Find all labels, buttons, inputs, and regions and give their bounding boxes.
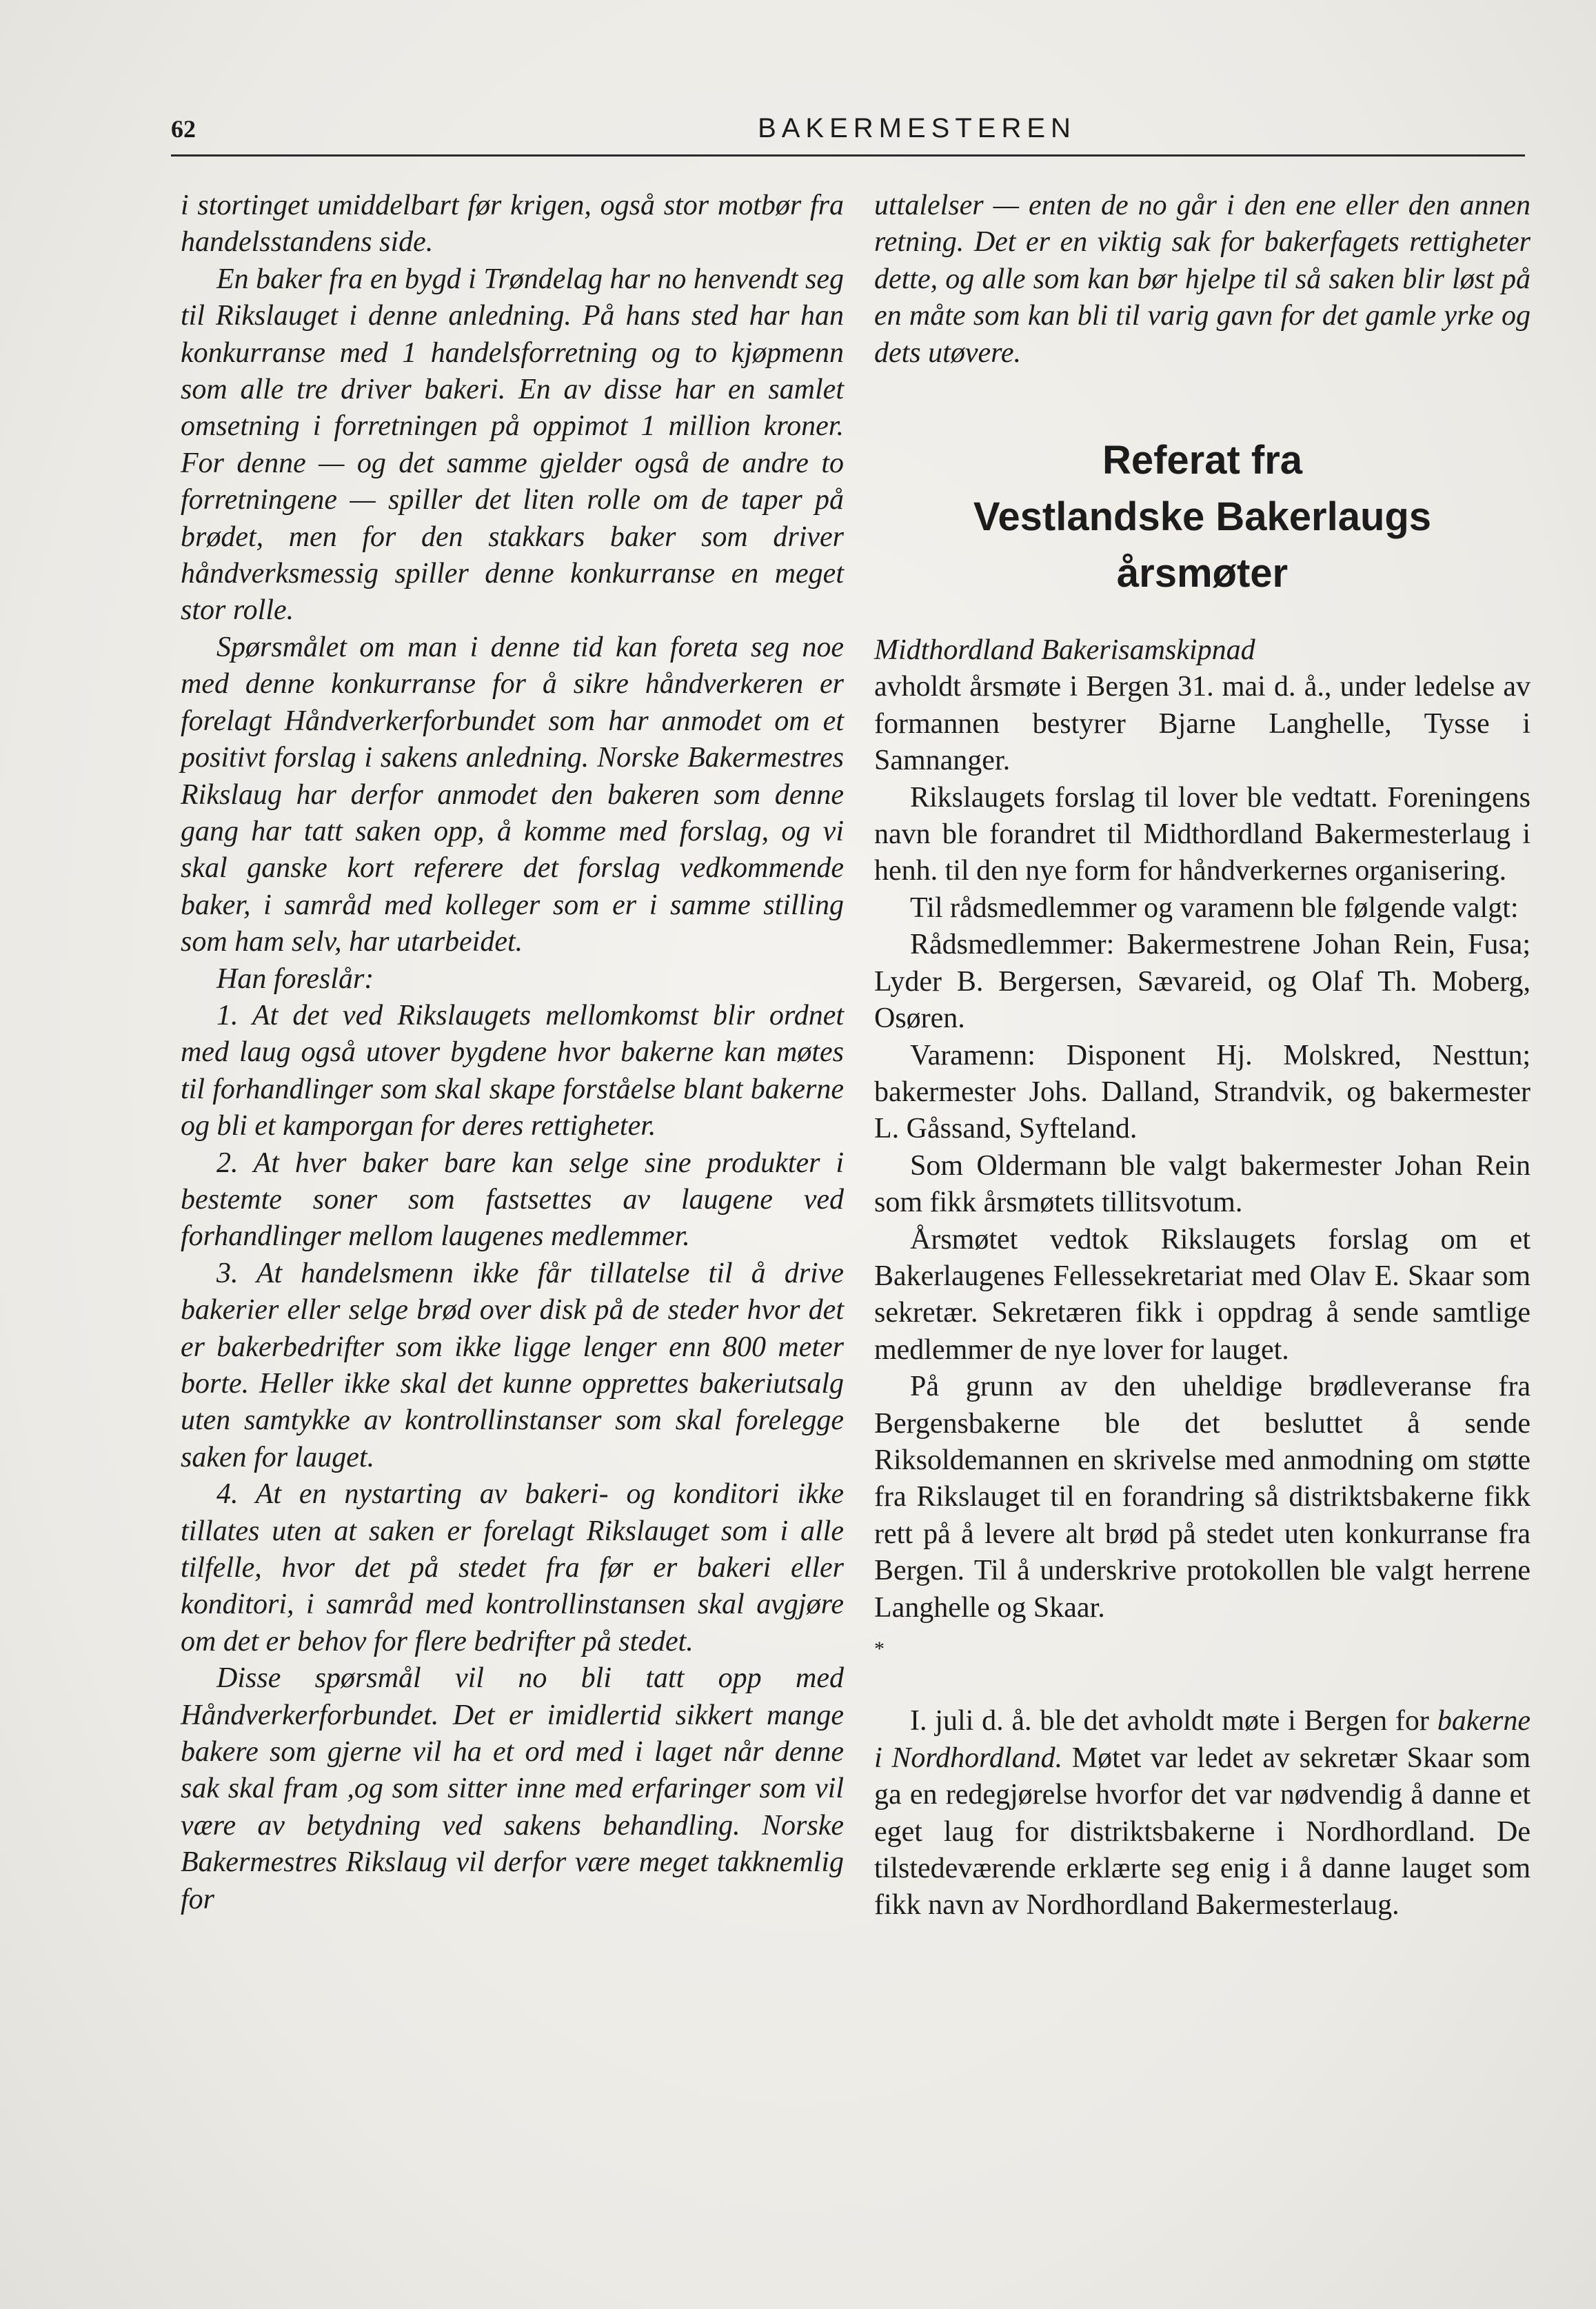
- article-subheading: Midthordland Bakerisamskipnad: [874, 634, 1255, 667]
- heading-line-1: Referat fra: [1102, 438, 1303, 483]
- page-header: [171, 112, 1525, 157]
- right-paragraph-4: Til rådsmedlemmer og varamenn ble følgende valgt:: [910, 891, 1519, 924]
- right-paragraph-8: Årsmøtet vedtok Rikslaugets forslag om et Bakerlaugenes Fellessekretariat med Olav E. Skaar som sekretær. Sekretæren fikk i oppdrag å sende samtlige medlemmer de nye lover for lauget.: [874, 1223, 1531, 1366]
- running-title: BAKERMESTEREN: [758, 113, 1076, 143]
- proposal-item-1: 1. At det ved Rikslaugets mellomkomst blir ordnet med laug også utover bygdene hvor bakerne kan møtes til forhandlinger som skal skape forståelse blant bakerne og bli et kamporgan for deres rettigheter.: [181, 999, 844, 1142]
- right-column: [874, 188, 1531, 1924]
- page-number: 62: [171, 115, 196, 143]
- paragraph-10-italic: bakerne i Nordhordland.: [874, 1705, 1531, 1774]
- right-paragraph-2: avholdt årsmøte i Bergen 31. mai d. å., under ledelse av formannen bestyrer Bjarne Langhelle, Tysse i Samnanger.: [874, 671, 1531, 777]
- article-heading: [874, 432, 1531, 602]
- left-paragraph-2: En baker fra en bygd i Trøndelag har no henvendt seg til Rikslauget i denne anledning. På hans sted har han konkurranse med 1 handelsforretning og to kjøpmenn som alle tre driver bakeri. En av disse har en samlet omsetning i forretningen på oppimot 1 million kroner. For denne — og det samme gjelder også de andre to forretningene — spiller det liten rolle om de taper på brødet, men for den stakkars baker som driver håndverksmessig spiller denne konkurranse en meget stor rolle.: [181, 263, 844, 627]
- left-paragraph-1: i stortinget umiddelbart før krigen, også stor motbør fra handelsstandens side.: [181, 190, 844, 259]
- proposal-item-3: 3. At handelsmenn ikke får tillatelse til å drive bakerier eller selge brød over disk på de steder hvor det er bakerbedrifter som ikke ligge lenger enn 800 meter borte. Heller ikke skal det kunne opprettes bakeriutsalg uten samtykke av kontrollinstanser som skal forelegge saken for lauget.: [181, 1257, 844, 1473]
- right-paragraph-9: På grunn av den uheldige brødleveranse fra Bergensbakerne ble det besluttet å sende Riksoldemannen en skrivelse med anmodning om støtte fra Rikslauget til en forandring så distriktsbakerne fikk rett på å levere alt brød på stedet uten konkurranse fra Bergen. Til å underskrive protokollen ble valgt herrene Langhelle og Skaar.: [874, 1371, 1531, 1624]
- proposal-item-2: 2. At hver baker bare kan selge sine produkter i bestemte soner som fastsettes av laugene ved forhandlinger mellom laugenes medlemmer.: [181, 1147, 844, 1253]
- right-paragraph-3: Rikslaugets forslag til lover ble vedtatt. Foreningens navn ble forandret til Midthordland Bakermesterlaug i henh. til den nye form for håndverkernes organisering.: [874, 781, 1531, 887]
- right-paragraph-7: Som Oldermann ble valgt bakermester Johan Rein som fikk årsmøtets tillitsvotum.: [874, 1149, 1531, 1219]
- heading-line-3: årsmøter: [1116, 551, 1289, 596]
- left-paragraph-3: Spørsmålet om man i denne tid kan foreta seg noe med denne konkurranse for å sikre håndverkeren er forelagt Håndverkerforbundet som har anmodet om et positivt forslag i sakens anledning. Norske Bakermestres Rikslaug har derfor anmodet den bakeren som denne gang har tatt saken opp, å komme med forslag, og vi skal ganske kort referere det forslag vedkommende baker, i samråd med kolleger som er i samme stilling som ham selv, har utarbeidet.: [181, 631, 844, 958]
- left-paragraph-5: Disse spørsmål vil no bli tatt opp med Håndverkerforbundet. Det er imidlertid sikkert mange bakere som gjerne vil ha et ord med i laget når denne sak skal fram ,og som sitter inne med erfaringer som vil være av betydning ved sakens behandling. Norske Bakermestres Rikslaug vil derfor være meget takknemlig for: [181, 1662, 844, 1915]
- right-paragraph-10: [874, 1703, 1531, 1924]
- proposal-item-4: 4. At en nystarting av bakeri- og konditori ikke tillates uten at saken er forelagt Rikslauget som i alle tilfelle, hvor det på stedet fra før er bakeri eller konditori, i samråd med kontrollinstansen skal avgjøre om det er behov for flere bedrifter på stedet.: [181, 1478, 844, 1657]
- heading-line-2: Vestlandske Bakerlaugs: [973, 494, 1432, 540]
- paragraph-10-start: I. juli d. å. ble det avholdt møte i Bergen for: [910, 1705, 1437, 1737]
- left-column: [181, 188, 844, 1918]
- paragraph-10-end: Møtet var ledet av sekretær Skaar som ga en redegjørelse hvorfor det var nødvendig å danne et eget laug for distriktsbakerne i Nordhordland. De tilstedeværende erklærte seg enig i å danne lauget som fikk navn av Nordhordland Bakermesterlaug.: [874, 1742, 1531, 1922]
- right-paragraph-5: Rådsmedlemmer: Bakermestrene Johan Rein, Fusa; Lyder B. Bergersen, Sævareid, og Olaf Th. Moberg, Osøren.: [874, 929, 1531, 1035]
- right-paragraph-6: Varamenn: Disponent Hj. Molskred, Nesttun; bakermester Johs. Dalland, Strandvik, og bakermester L. Gåssand, Syfteland.: [874, 1039, 1531, 1145]
- section-separator: *: [874, 1637, 885, 1660]
- left-paragraph-4: Han foreslår:: [216, 962, 374, 995]
- right-paragraph-1: uttalelser — enten de no går i den ene eller den annen retning. Det er en viktig sak for bakerfagets rettigheter dette, og alle som kan bør hjelpe til så saken blir løst på en måte som kan bli til varig gavn for det gamle yrke og dets utøvere.: [874, 190, 1531, 369]
